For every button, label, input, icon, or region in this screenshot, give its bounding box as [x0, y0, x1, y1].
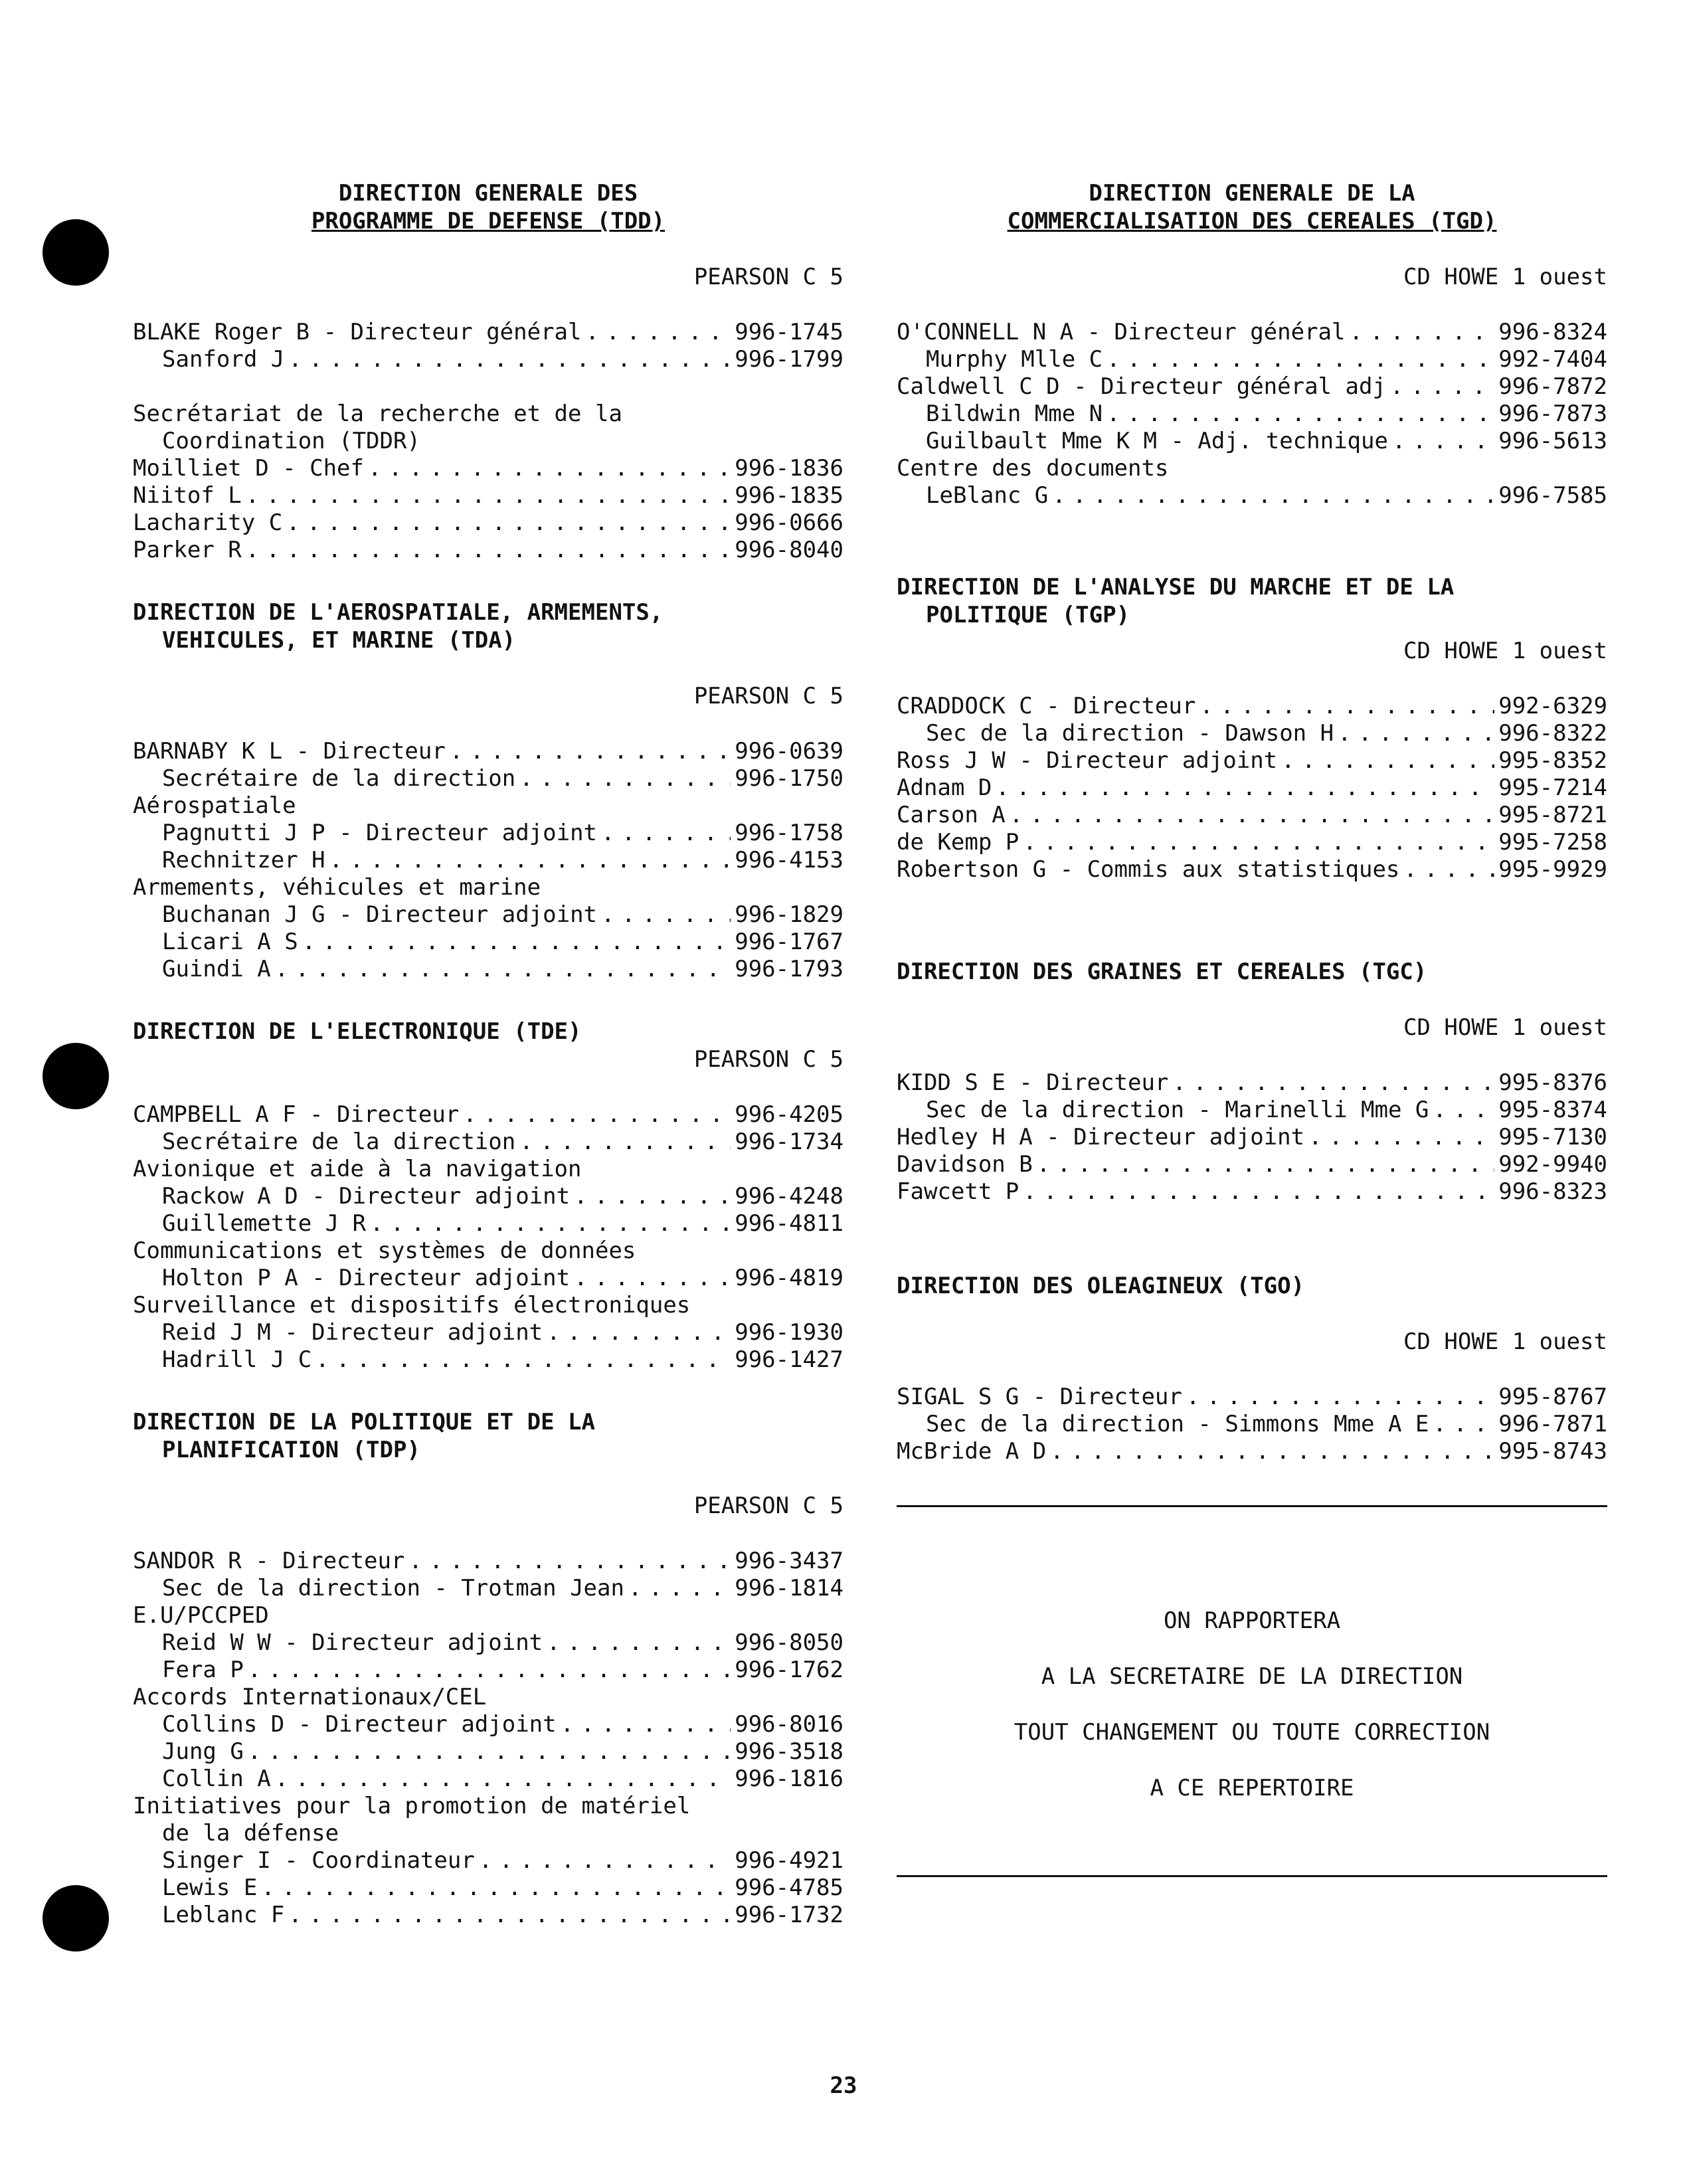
title-line-1: DIRECTION DE L'ELECTRONIQUE (TDE) [133, 1018, 582, 1045]
entry-phone: 995-7258 [1498, 829, 1607, 856]
entry-phone: 995-9929 [1498, 856, 1607, 883]
entry-name: Secrétaire de la direction [162, 765, 516, 792]
section-title [897, 1272, 1607, 1300]
dot-leader [1433, 1411, 1494, 1438]
entry-phone: 996-8324 [1498, 319, 1607, 345]
entry-name: Sec de la direction - Simmons Mme A E [926, 1411, 1429, 1437]
dot-leader [1052, 482, 1494, 509]
directory-entry [133, 482, 843, 509]
dot-leader [1023, 829, 1494, 856]
entry-name: Singer I - Coordinateur [162, 1847, 475, 1874]
section-tgo [897, 1272, 1607, 1465]
section-title [133, 1018, 843, 1046]
directory-entry [133, 1629, 843, 1657]
entry-phone: 996-1816 [735, 1766, 843, 1792]
entry-name: Sanford J [162, 346, 285, 373]
dot-leader [315, 1346, 731, 1374]
title-line-1: DIRECTION DES GRAINES ET CEREALES (TGC) [897, 958, 1427, 985]
subsection-heading: Coordination (TDDR) [162, 428, 420, 454]
entry-phone: 996-1799 [735, 346, 843, 373]
dot-leader [574, 1183, 731, 1210]
building-label: CD HOWE 1 ouest [1403, 638, 1607, 664]
building-label: CD HOWE 1 ouest [1403, 1014, 1607, 1041]
directory-entry [133, 956, 843, 983]
building-label: CD HOWE 1 ouest [1403, 1328, 1607, 1355]
dot-leader [601, 901, 731, 929]
entry-name: Sec de la direction - Trotman Jean [162, 1575, 624, 1601]
entry-phone: 995-7214 [1498, 774, 1607, 801]
building-label: PEARSON C 5 [693, 1046, 843, 1073]
subsection-heading: Armements, véhicules et marine [133, 874, 541, 901]
title-line-1: DIRECTION DES OLEAGINEUX (TGO) [897, 1273, 1305, 1299]
entry-phone: 996-0666 [735, 509, 843, 536]
subsection-heading: Initiatives pour la promotion de matériel [133, 1793, 691, 1819]
dot-leader [547, 1629, 731, 1657]
entry-phone: 992-6329 [1498, 693, 1607, 719]
entry-phone: 995-8352 [1498, 747, 1607, 774]
directory-entry [133, 1847, 843, 1874]
directory-entry [897, 856, 1607, 883]
entry-name: Lewis E [162, 1874, 258, 1901]
entry-name: CRADDOCK C - Directeur [897, 693, 1196, 719]
entry-name: Fawcett P [897, 1178, 1020, 1205]
dot-leader [1350, 319, 1495, 346]
entry-name: Jung G [162, 1738, 244, 1765]
building-label: PEARSON C 5 [693, 683, 843, 709]
entry-phone: 996-1767 [735, 929, 843, 955]
section-title [897, 958, 1607, 986]
dot-leader [1107, 346, 1494, 373]
entry-name: Pagnutti J P - Directeur adjoint [162, 820, 598, 846]
directory-entry [133, 847, 843, 874]
entry-name: SANDOR R - Directeur [133, 1548, 405, 1574]
section-tda [133, 598, 843, 983]
directory-entry [133, 1902, 843, 1929]
entry-phone: 996-1762 [735, 1657, 843, 1683]
directory-entry [133, 1210, 843, 1237]
entry-name: BARNABY K L - Directeur [133, 738, 446, 765]
entry-name: Parker R [133, 537, 242, 563]
divider-line [897, 1875, 1607, 1877]
entry-name: Secrétaire de la direction [162, 1129, 516, 1155]
dot-leader [1338, 720, 1494, 747]
entry-name: Licari A S [162, 929, 298, 955]
directory-entry [133, 1129, 843, 1156]
entry-name: Ross J W - Directeur adjoint [897, 747, 1278, 774]
entry-phone: 996-4819 [735, 1265, 843, 1291]
directory-entry [133, 1101, 843, 1129]
dot-leader [519, 1129, 731, 1156]
dot-leader [1037, 1151, 1495, 1178]
dot-leader [329, 847, 731, 874]
entry-phone: 996-1758 [735, 820, 843, 846]
dot-leader [248, 1657, 731, 1684]
directory-entry [133, 1738, 843, 1766]
dot-leader [261, 1874, 731, 1902]
directory-entry [897, 1384, 1607, 1411]
directory-entry [897, 1438, 1607, 1465]
building-label: PEARSON C 5 [693, 264, 843, 290]
entry-phone: 996-0639 [735, 738, 843, 765]
page-number: 23 [830, 2072, 857, 2099]
entry-name: Lacharity C [133, 509, 283, 536]
title-line-2: VEHICULES, ET MARINE (TDA) [162, 627, 516, 654]
dot-leader [246, 482, 731, 509]
dot-leader [288, 1902, 731, 1929]
title-line-1: DIRECTION DE L'ANALYSE DU MARCHE ET DE LA [897, 574, 1455, 600]
entry-name: BLAKE Roger B - Directeur général [133, 319, 582, 345]
dot-leader [1107, 401, 1494, 428]
directory-entry [897, 1069, 1607, 1097]
section-title [133, 1408, 843, 1464]
directory-entry [897, 693, 1607, 720]
entry-phone: 996-1836 [735, 455, 843, 482]
entry-name: Guilbault Mme K M - Adj. technique [926, 428, 1388, 454]
dot-leader [1199, 693, 1494, 720]
subsection-heading: Communications et systèmes de données [133, 1237, 636, 1264]
entry-name: Davidson B [897, 1151, 1033, 1178]
entry-phone: 995-8374 [1498, 1097, 1607, 1123]
entry-phone: 996-8016 [735, 1711, 843, 1738]
notice-line-1: ON RAPPORTERA [1163, 1607, 1341, 1634]
subsection-heading: Aérospatiale [133, 792, 296, 819]
entry-name: Caldwell C D - Directeur général adj [897, 373, 1386, 400]
entry-phone: 995-8376 [1498, 1069, 1607, 1096]
entry-name: Hedley H A - Directeur adjoint [897, 1124, 1305, 1150]
dot-leader [601, 820, 731, 847]
notice-line-4: A CE REPERTOIRE [1150, 1775, 1354, 1801]
entry-phone: 995-7130 [1498, 1124, 1607, 1150]
entry-phone: 996-3437 [735, 1548, 843, 1574]
title-line-2: PROGRAMME DE DEFENSE (TDD) [311, 208, 665, 234]
dot-leader [275, 956, 731, 983]
entry-phone: 996-8050 [735, 1629, 843, 1656]
entry-name: Bildwin Mme N [926, 401, 1103, 427]
directory-entry [133, 455, 843, 482]
dot-leader [574, 1265, 731, 1292]
binder-hole-top [43, 219, 109, 286]
directory-entry [897, 482, 1607, 509]
entry-phone: 996-7873 [1498, 401, 1607, 427]
entry-name: Sec de la direction - Marinelli Mme G [926, 1097, 1429, 1123]
notice-box [897, 1607, 1607, 1802]
entry-phone: 995-8721 [1498, 802, 1607, 828]
directory-entry [133, 537, 843, 564]
directory-entry [897, 1411, 1607, 1438]
entry-phone: 996-1750 [735, 765, 843, 792]
directory-entry [133, 929, 843, 956]
entry-name: Rechnitzer H [162, 847, 325, 873]
title-line-1: DIRECTION GENERALE DES [338, 180, 638, 207]
subsection-heading: de la défense [162, 1820, 339, 1847]
right-column [897, 179, 1607, 1877]
entry-name: Fera P [162, 1657, 244, 1683]
directory-entry [897, 346, 1607, 373]
dot-leader [561, 1711, 731, 1738]
entry-name: Carson A [897, 802, 1006, 828]
directory-entry [897, 720, 1607, 747]
subsection-heading: Avionique et aide à la navigation [133, 1156, 582, 1182]
directory-entry [133, 1575, 843, 1602]
entry-name: KIDD S E - Directeur [897, 1069, 1169, 1096]
dot-leader [450, 738, 731, 765]
directory-entry [133, 1265, 843, 1292]
entry-name: Niitof L [133, 482, 242, 509]
entry-phone: 996-1734 [735, 1129, 843, 1155]
dot-leader [547, 1319, 731, 1346]
entry-phone: 996-4153 [735, 847, 843, 873]
entry-phone: 995-8743 [1498, 1438, 1607, 1465]
directory-entry [897, 319, 1607, 346]
entry-name: Reid W W - Directeur adjoint [162, 1629, 543, 1656]
entry-name: Moilliet D - Chef [133, 455, 364, 482]
section-title [897, 179, 1607, 235]
directory-entry [133, 1346, 843, 1374]
dot-leader [408, 1548, 731, 1575]
directory-entry [133, 1657, 843, 1684]
directory-entry [897, 829, 1607, 856]
dot-leader [1403, 856, 1494, 883]
entry-phone: 996-8040 [735, 537, 843, 563]
entry-name: Robertson G - Commis aux statistiques [897, 856, 1400, 883]
entry-phone: 996-1930 [735, 1319, 843, 1346]
dot-leader [1281, 747, 1494, 774]
entry-name: Adnam D [897, 774, 992, 801]
entry-phone: 996-3518 [735, 1738, 843, 1765]
entry-name: de Kemp P [897, 829, 1020, 856]
directory-entry [133, 509, 843, 537]
directory-entry [897, 747, 1607, 774]
directory-entry [133, 1874, 843, 1902]
directory-entry [133, 901, 843, 929]
dot-leader [1433, 1097, 1494, 1124]
dot-leader [288, 346, 731, 373]
title-line-1: DIRECTION DE LA POLITIQUE ET DE LA [133, 1409, 595, 1435]
dot-leader [1050, 1438, 1494, 1465]
dot-leader [1172, 1069, 1494, 1097]
directory-entry [133, 1183, 843, 1210]
entry-name: Collins D - Directeur adjoint [162, 1711, 557, 1738]
entry-name: McBride A D [897, 1438, 1047, 1465]
entry-phone: 996-4811 [735, 1210, 843, 1237]
entry-phone: 996-4205 [735, 1101, 843, 1128]
entry-phone: 996-8322 [1498, 720, 1607, 747]
section-title [897, 573, 1607, 629]
entry-phone: 996-1835 [735, 482, 843, 509]
directory-entry [133, 738, 843, 765]
binder-hole-bottom [43, 1885, 109, 1952]
entry-name: LeBlanc G [926, 482, 1049, 509]
entry-phone: 996-1427 [735, 1346, 843, 1373]
title-line-2: PLANIFICATION (TDP) [162, 1437, 420, 1463]
directory-entry [133, 1319, 843, 1346]
section-tgd [897, 179, 1607, 509]
subsection-heading: Centre des documents [897, 455, 1169, 482]
entry-name: Murphy Mlle C [926, 346, 1103, 373]
entry-phone: 996-4248 [735, 1183, 843, 1210]
dot-leader [1010, 802, 1494, 829]
subsection-heading: Secrétariat de la recherche et de la [133, 401, 622, 427]
entry-phone: 996-7872 [1498, 373, 1607, 400]
directory-entry [133, 1548, 843, 1575]
title-line-2: COMMERCIALISATION DES CEREALES (TGD) [1007, 208, 1497, 234]
entry-phone: 996-1732 [735, 1902, 843, 1928]
dot-leader [479, 1847, 731, 1874]
directory-entry [897, 774, 1607, 802]
entry-phone: 996-1793 [735, 956, 843, 982]
entry-phone: 992-7404 [1498, 346, 1607, 373]
subsection-heading: Surveillance et dispositifs électroniques [133, 1292, 691, 1319]
dot-leader [519, 765, 731, 792]
notice-line-2: A LA SECRETAIRE DE LA DIRECTION [1041, 1663, 1463, 1690]
entry-name: CAMPBELL A F - Directeur [133, 1101, 460, 1128]
binder-hole-middle [43, 1043, 109, 1109]
entry-phone: 996-4921 [735, 1847, 843, 1874]
section-tdd [133, 179, 843, 564]
directory-entry [133, 1711, 843, 1738]
entry-phone: 996-1814 [735, 1575, 843, 1601]
entry-name: Leblanc F [162, 1902, 285, 1928]
section-title [133, 598, 843, 654]
entry-phone: 996-4785 [735, 1874, 843, 1901]
dot-leader [1392, 428, 1494, 455]
dot-leader [370, 1210, 731, 1237]
title-line-1: DIRECTION DE L'AEROSPATIALE, ARMEMENTS, [133, 599, 664, 626]
section-title [133, 179, 843, 235]
entry-name: Sec de la direction - Dawson H [926, 720, 1334, 747]
entry-phone: 996-5613 [1498, 428, 1607, 454]
dot-leader [1308, 1124, 1494, 1151]
subsection-heading: E.U/PCCPED [133, 1602, 269, 1629]
directory-entry [897, 802, 1607, 829]
entry-name: Guillemette J R [162, 1210, 367, 1237]
entry-name: Buchanan J G - Directeur adjoint [162, 901, 598, 928]
notice-line-3: TOUT CHANGEMENT OU TOUTE CORRECTION [1014, 1719, 1490, 1746]
directory-entry [897, 1178, 1607, 1206]
building-label: CD HOWE 1 ouest [1403, 264, 1607, 290]
directory-entry [897, 401, 1607, 428]
dot-leader [1023, 1178, 1494, 1206]
section-tgc [897, 958, 1607, 1206]
entry-phone: 996-7585 [1498, 482, 1607, 509]
directory-entry [133, 1766, 843, 1793]
directory-entry [897, 1124, 1607, 1151]
dot-leader [463, 1101, 731, 1129]
dot-leader [1390, 373, 1494, 401]
entry-phone: 996-7871 [1498, 1411, 1607, 1437]
title-line-2: POLITIQUE (TGP) [926, 602, 1130, 628]
dot-leader [248, 1738, 731, 1766]
entry-phone: 996-1745 [735, 319, 843, 345]
divider-line [897, 1505, 1607, 1507]
entry-name: O'CONNELL N A - Directeur général [897, 319, 1346, 345]
entry-name: Hadrill J C [162, 1346, 312, 1373]
directory-entry [897, 1097, 1607, 1124]
building-label: PEARSON C 5 [693, 1493, 843, 1519]
entry-name: Guindi A [162, 956, 271, 982]
directory-entry [897, 428, 1607, 455]
directory-entry [133, 820, 843, 847]
entry-name: Reid J M - Directeur adjoint [162, 1319, 543, 1346]
dot-leader [246, 537, 731, 564]
directory-entry [133, 765, 843, 792]
directory-entry [133, 346, 843, 373]
dot-leader [996, 774, 1494, 802]
directory-entry [897, 1151, 1607, 1178]
dot-leader [286, 509, 731, 537]
dot-leader [586, 319, 731, 346]
section-tde [133, 1018, 843, 1374]
entry-name: SIGAL S G - Directeur [897, 1384, 1182, 1410]
entry-phone: 996-8323 [1498, 1178, 1607, 1205]
entry-name: Rackow A D - Directeur adjoint [162, 1183, 571, 1210]
directory-entry [897, 373, 1607, 401]
entry-phone: 996-1829 [735, 901, 843, 928]
entry-phone: 995-8767 [1498, 1384, 1607, 1410]
title-line-1: DIRECTION GENERALE DE LA [1089, 180, 1415, 207]
directory-entry [133, 319, 843, 346]
entry-phone: 992-9940 [1498, 1151, 1607, 1178]
section-tdp [133, 1408, 843, 1929]
entry-name: Holton P A - Directeur adjoint [162, 1265, 571, 1291]
dot-leader [302, 929, 731, 956]
dot-leader [1186, 1384, 1494, 1411]
section-tgp [897, 573, 1607, 883]
dot-leader [275, 1766, 731, 1793]
entry-name: Collin A [162, 1766, 271, 1792]
dot-leader [628, 1575, 731, 1602]
subsection-heading: Accords Internationaux/CEL [133, 1684, 487, 1710]
dot-leader [368, 455, 731, 482]
left-column [133, 179, 843, 1963]
